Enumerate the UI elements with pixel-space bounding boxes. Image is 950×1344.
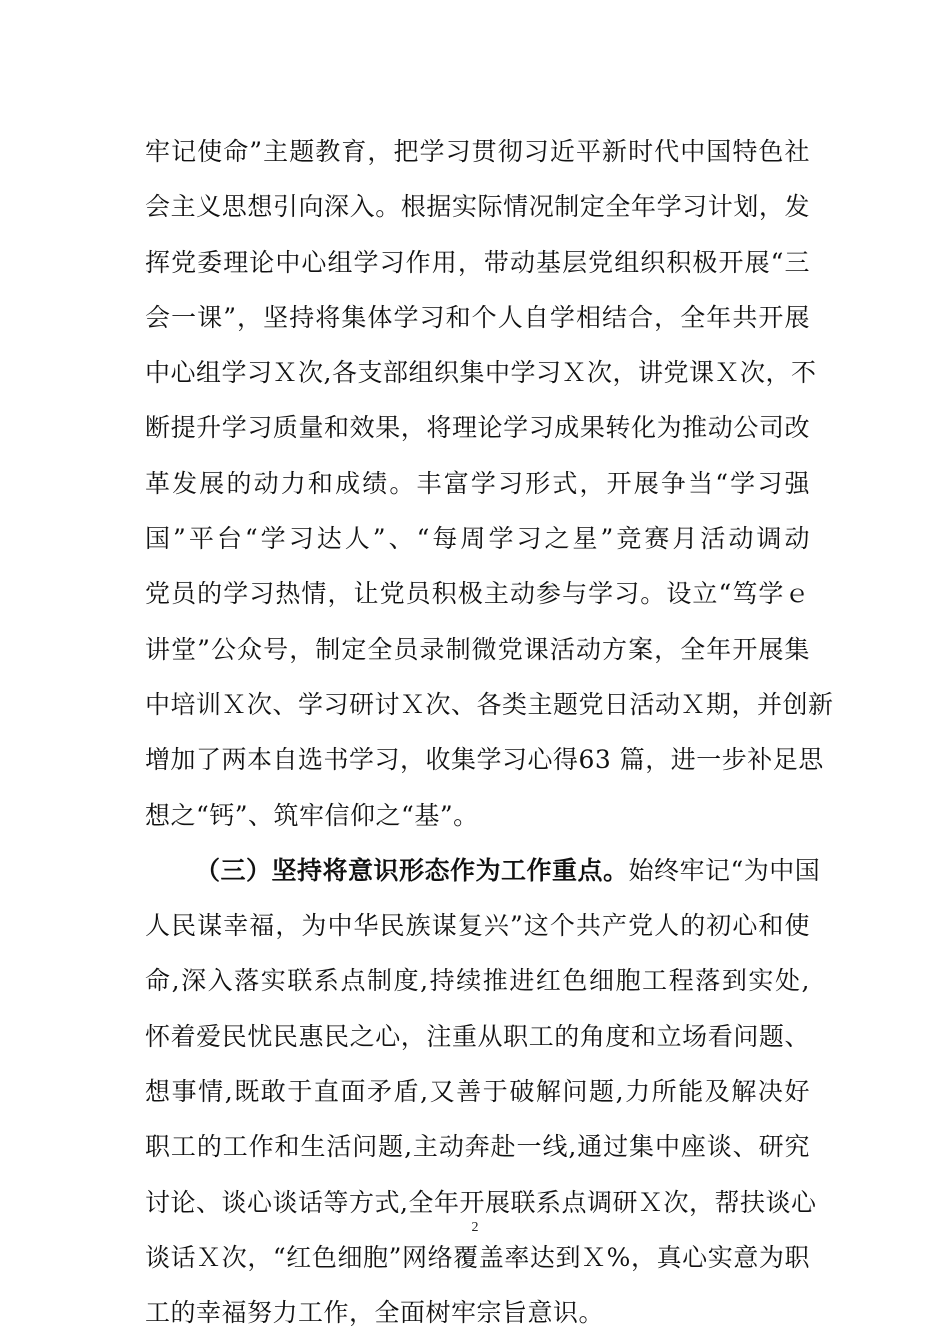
text-line: 想事情,既敢于直面矛盾,又善于破解问题,力所能及解决好 [145,1077,810,1107]
text-line: 怀着爱民忧民惠民之心，注重从职工的角度和立场看问题、 [145,1021,810,1051]
text-line: 想之“钙”、筑牢信仰之“基”。 [145,800,479,830]
paragraph-ideology [145,843,821,1341]
section-heading-continuation: 始终牢记“为中国 [628,855,821,885]
section-heading: （三）坚持将意识形态作为工作重点。 [195,855,629,885]
text-line: 讨论、谈心谈话等方式,全年开展联系点调研Ｘ次，帮扶谈心 [145,1187,817,1217]
text-line: 会主义思想引向深入。根据实际情况制定全年学习计划，发 [145,192,810,222]
text-line: 中心组学习Ｘ次,各支部组织集中学习Ｘ次，讲党课Ｘ次，不 [145,358,817,388]
text-line: 人民谋幸福，为中华民族谋复兴”这个共产党人的初心和使 [145,911,810,941]
text-line: 革发展的动力和成绩。丰富学习形式，开展争当“学习强 [145,468,810,498]
page-number: 2 [471,1220,479,1235]
text-line: 会一课”，坚持将集体学习和个人自学相结合，全年共开展 [145,302,810,332]
text-line: 中培训Ｘ次、学习研讨Ｘ次、各类主题党日活动Ｘ期，并创新 [145,689,834,719]
text-line: 工的幸福努力工作，全面树牢宗旨意识。 [145,1298,605,1328]
paragraph-study [145,124,834,843]
body-text [145,124,834,1341]
text-line: 牢记使命”主题教育，把学习贯彻习近平新时代中国特色社 [145,137,810,166]
text-line: 断提升学习质量和效果，将理论学习成果转化为推动公司改 [145,413,810,443]
text-line: 讲堂”公众号，制定全员录制微党课活动方案，全年开展集 [145,634,810,664]
text-line: 挥党委理论中心组学习作用，带动基层党组织积极开展“三 [145,247,810,277]
text-line: 职工的工作和生活问题,主动奔赴一线,通过集中座谈、研究 [145,1132,810,1162]
text-line: 谈话Ｘ次，“红色细胞”网络覆盖率达到Ｘ%，真心实意为职 [145,1242,810,1272]
section-first-line [145,843,821,898]
text-line: 党员的学习热情，让党员积极主动参与学习。设立“笃学ｅ [145,579,810,609]
text-line: 命,深入落实联系点制度,持续推进红色细胞工程落到实处, [145,966,810,996]
text-line: 增加了两本自选书学习，收集学习心得63 篇，进一步补足思 [145,745,824,775]
text-line: 国”平台“学习达人”、“每周学习之星”竞赛月活动调动 [145,524,810,554]
